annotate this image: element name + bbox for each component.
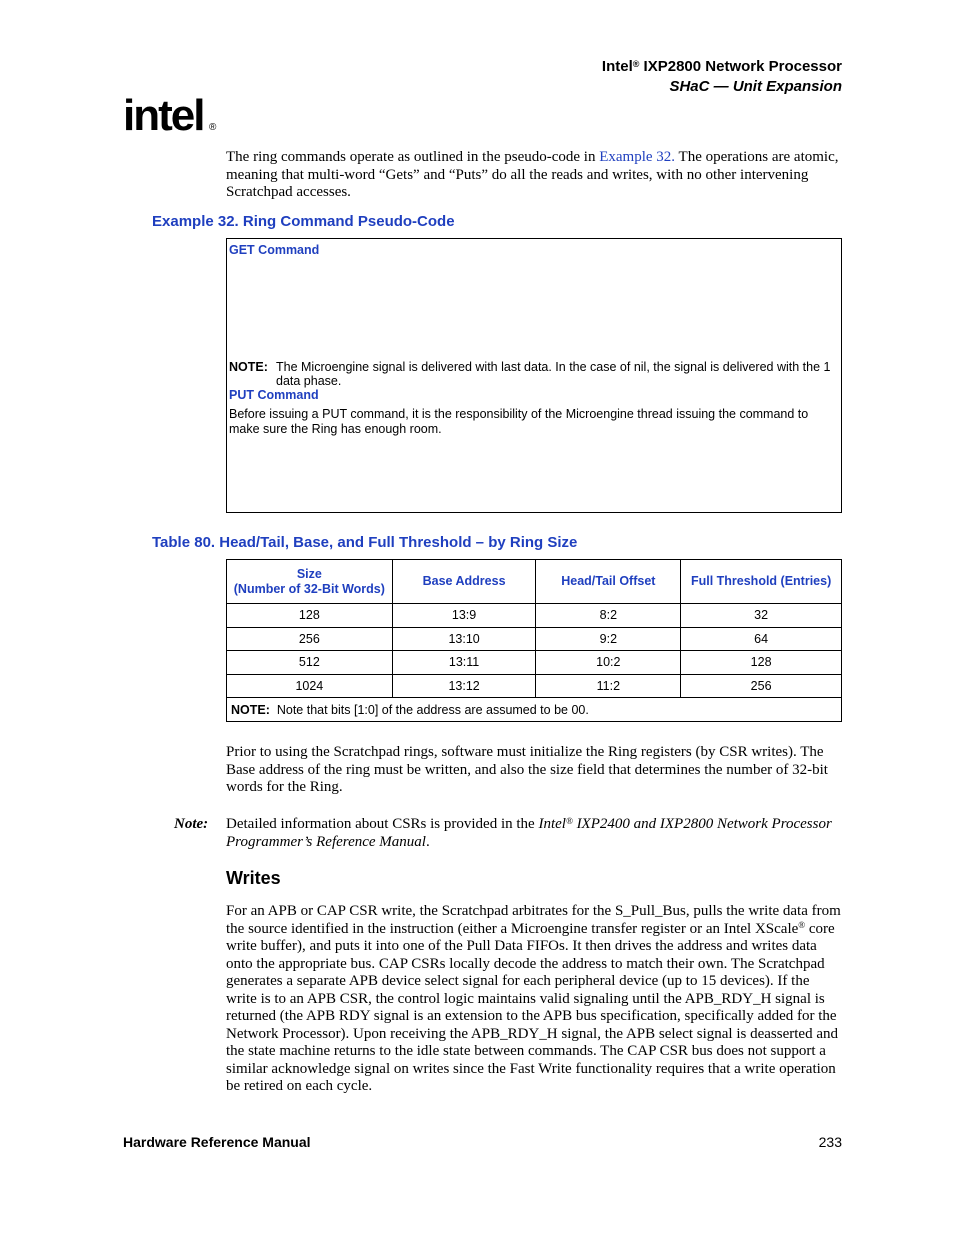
intel-logo (123, 90, 223, 146)
header-section: SHaC — Unit Expansion (669, 78, 842, 95)
table-cell: 256 (681, 674, 842, 698)
intro-text-2: The operations are atomic, meaning that multi-word “Gets” and “Puts” do all the reads and writes, with no other intervening Scratchpad accesses. (226, 149, 839, 200)
writes-reg-mark: ® (798, 920, 806, 931)
intro-text-1: The ring commands operate as outlined in the pseudo-code in (226, 149, 600, 165)
logo-text: intel (123, 91, 204, 140)
note-text-intro: Detailed information about CSRs is provided in the (226, 816, 539, 832)
note-label: Note: (174, 816, 209, 832)
table-cell: 8:2 (536, 604, 681, 628)
header-head-tail-offset: Head/Tail Offset (536, 560, 681, 604)
header-size (227, 560, 393, 604)
table-note-row (227, 698, 842, 722)
table-cell: 32 (681, 604, 842, 628)
logo-reg-mark: ® (209, 122, 217, 133)
table-cell: 128 (227, 604, 393, 628)
table-row (227, 674, 842, 698)
table-header-row (227, 560, 842, 604)
page-number: 233 (818, 1134, 842, 1150)
table-cell: 64 (681, 627, 842, 651)
table-cell: 10:2 (536, 651, 681, 675)
init-paragraph: Prior to using the Scratchpad rings, software must initialize the Ring registers (by CSR writes). The Base address of the ring must be written, and also the size field that determines the number of 32-bit words for the Ring. (226, 744, 828, 795)
note-reg-mark: ® (565, 815, 573, 826)
writes-text-2: core write buffer), and puts it into one of the Pull Data FIFOs. It then drives the address and writes data onto the appropriate bus. CAP CSRs locally decode the address to match their own. The Scratchpad generates a separate APB device select signal for each peripheral device (up to 15 devices). If the write is to an APB CSR, the control logic maintains valid signaling until the APB_RDY_H signal is returned (the APB RDY signal is an extension to the APB bus specification, specifically added for the Network Processor). Upon receiving the APB_RDY_H signal, the APB select signal is deasserted and the state machine returns to the idle state between commands. The CAP CSR bus does not support a similar acknowledge signal on writes since the Fast Write functionality requires that a write operation be retired on each cycle. (226, 920, 838, 1094)
note-brand: Intel (538, 816, 566, 832)
table-cell: 256 (227, 627, 393, 651)
note-end: . (425, 833, 430, 850)
table-note-cell (227, 698, 842, 722)
ring-size-table (226, 559, 842, 722)
footer-manual-title: Hardware Reference Manual (123, 1134, 311, 1150)
writes-heading: Writes (226, 868, 281, 888)
header-title (602, 58, 842, 75)
table-row (227, 651, 842, 675)
header-reg-mark: ® (632, 58, 640, 69)
note-manual-title: IXP2400 and IXP2800 Network Processor Programmer’s Reference Manual (226, 816, 832, 850)
writes-paragraph (226, 903, 842, 1096)
header-brand: Intel (601, 58, 633, 75)
example-note-label: NOTE: (229, 360, 268, 374)
intro-paragraph (226, 149, 842, 202)
header-size-label: Size (296, 566, 322, 581)
header-base-address: Base Address (392, 560, 536, 604)
table-cell: 9:2 (536, 627, 681, 651)
example-note-text: The Microengine signal is delivered with last data. In the case of nil, the signal is delivered with the 1 data phase. (276, 360, 831, 388)
put-command-heading: PUT Command (229, 388, 319, 402)
table-row (227, 627, 842, 651)
table-note-label: NOTE: (231, 702, 270, 717)
table-cell: 11:2 (536, 674, 681, 698)
table-cell: 128 (681, 651, 842, 675)
example-32-link[interactable]: Example 32. (599, 149, 676, 165)
table-cell: 512 (227, 651, 393, 675)
note-text (226, 816, 842, 851)
table-cell: 13:11 (392, 651, 536, 675)
get-command-heading: GET Command (229, 243, 320, 257)
put-command-text: Before issuing a PUT command, it is the responsibility of the Microengine thread issuing the command to make sure the Ring has enough room. (229, 407, 809, 436)
table-caption: Table 80. Head/Tail, Base, and Full Threshold – by Ring Size (152, 534, 578, 551)
header-size-sublabel: (Number of 32-Bit Words) (233, 581, 385, 596)
table-cell: 13:9 (392, 604, 536, 628)
header-full-threshold: Full Threshold (Entries) (681, 560, 842, 604)
table-cell: 13:12 (392, 674, 536, 698)
example-caption: Example 32. Ring Command Pseudo-Code (152, 213, 455, 230)
example-box (226, 238, 842, 513)
table-note-text: Note that bits [1:0] of the address are assumed to be 00. (276, 702, 589, 717)
header-product: IXP2800 Network Processor (639, 58, 842, 75)
table-row (227, 604, 842, 628)
table-cell: 13:10 (392, 627, 536, 651)
table-cell: 1024 (227, 674, 393, 698)
writes-text-1: For an APB or CAP CSR write, the Scratchpad arbitrates for the S_Pull_Bus, pulls the write data from the source identified in the instruction (either a Microengine transfer register or an Intel XScale (226, 903, 841, 937)
